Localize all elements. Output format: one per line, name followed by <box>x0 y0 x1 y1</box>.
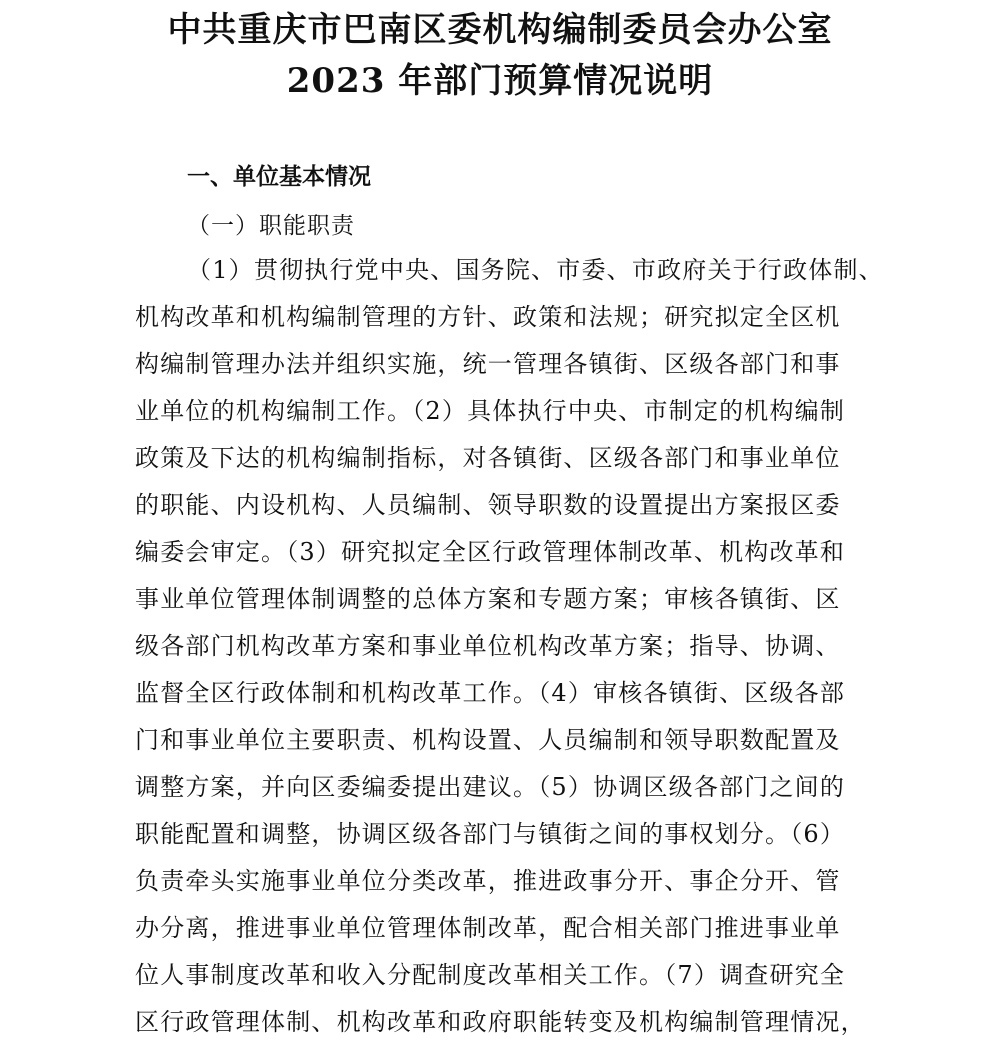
section-heading: 一、单位基本情况 <box>187 164 371 190</box>
body-line: 级各部门机构改革方案和事业单位机构改革方案；指导、协调、 <box>135 632 841 660</box>
body-line: 区行政管理体制、机构改革和政府职能转变及机构编制管理情况， <box>135 1008 866 1036</box>
document-title-line-1: 中共重庆市巴南区委机构编制委员会办公室 <box>167 10 833 50</box>
body-line: 办分离，推进事业单位管理体制改革，配合相关部门推进事业单 <box>135 914 841 942</box>
body-line: 的职能、内设机构、人员编制、领导职数的设置提出方案报区委 <box>135 491 841 519</box>
body-line: 职能配置和调整，协调区级各部门与镇街之间的事权划分。（6） <box>135 820 846 848</box>
document-title-line-2: 2023 年部门预算情况说明 <box>286 61 714 101</box>
body-line: 机构改革和机构编制管理的方针、政策和法规；研究拟定全区机 <box>135 303 841 331</box>
body-line: （1）贯彻执行党中央、国务院、市委、市政府关于行政体制、 <box>187 256 884 284</box>
body-line: 负责牵头实施事业单位分类改革，推进政事分开、事企分开、管 <box>135 867 841 895</box>
body-line: 编委会审定。（3）研究拟定全区行政管理体制改革、机构改革和 <box>135 538 846 566</box>
subsection-heading: （一）职能职责 <box>187 213 355 239</box>
body-line: 调整方案，并向区委编委提出建议。（5）协调区级各部门之间的 <box>135 773 846 801</box>
body-line: 事业单位管理体制调整的总体方案和专题方案；审核各镇街、区 <box>135 585 841 613</box>
body-line: 位人事制度改革和收入分配制度改革相关工作。（7）调查研究全 <box>135 961 846 989</box>
body-line: 门和事业单位主要职责、机构设置、人员编制和领导职数配置及 <box>135 726 841 754</box>
body-line: 监督全区行政体制和机构改革工作。（4）审核各镇街、区级各部 <box>135 679 846 707</box>
body-line: 业单位的机构编制工作。（2）具体执行中央、市制定的机构编制 <box>135 397 846 425</box>
body-line: 政策及下达的机构编制指标，对各镇街、区级各部门和事业单位 <box>135 444 841 472</box>
body-line: 构编制管理办法并组织实施，统一管理各镇街、区级各部门和事 <box>135 350 841 378</box>
